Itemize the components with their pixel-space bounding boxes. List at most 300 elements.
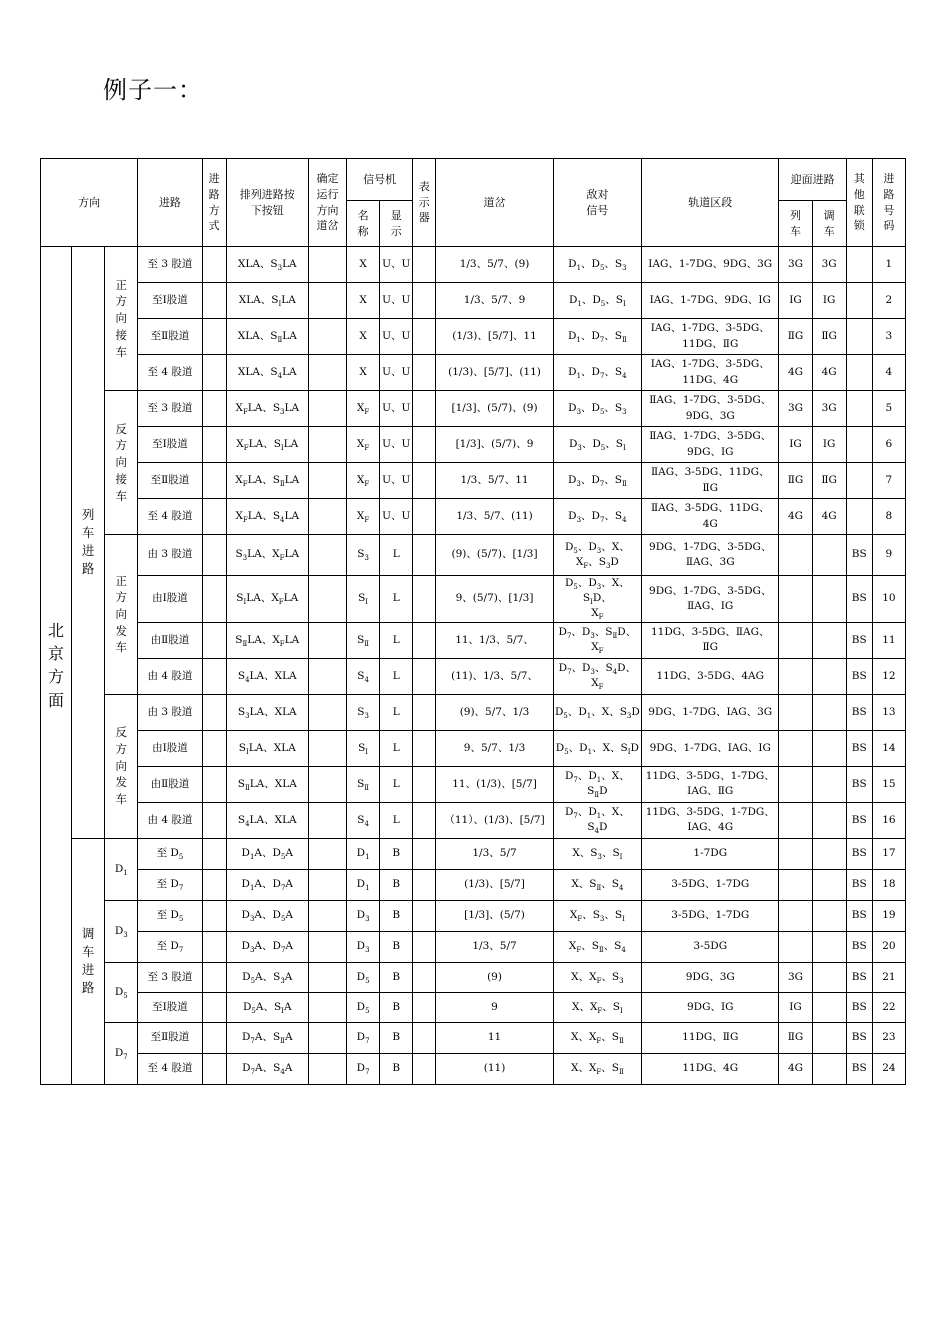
table-row xyxy=(41,427,906,463)
indicator-cell xyxy=(413,576,436,623)
table-row xyxy=(41,838,906,869)
route-cell: 至 4 股道 xyxy=(138,499,202,535)
signal-name-cell: $S_4$ xyxy=(347,658,380,694)
route-mode-cell xyxy=(202,1022,226,1053)
route-number-cell: 16 xyxy=(872,802,905,838)
indicator-cell xyxy=(413,658,436,694)
page-title: 例子一： xyxy=(103,76,203,104)
other-interlock-cell: BS xyxy=(846,730,872,766)
switches-cell: (1/3)、[5/7]、11 xyxy=(436,319,553,355)
group-reverse-depart: 反 方 向 发 车 xyxy=(105,694,138,838)
route-number-cell: 20 xyxy=(872,931,905,962)
header-route-no: 进 路 号 码 xyxy=(872,159,905,247)
route-number-cell: 4 xyxy=(872,355,905,391)
signal-display-cell: B xyxy=(380,838,413,869)
switches-cell: [1/3]、(5/7)、9 xyxy=(436,427,553,463)
track-sections-cell: IAG、1-7DG、3-5DG、 11DG、ⅡG xyxy=(642,319,779,355)
track-sections-cell: 11DG、3-5DG、1-7DG、 IAG、ⅡG xyxy=(642,766,779,802)
signal-name-cell: X xyxy=(347,247,380,283)
facing-train-cell xyxy=(779,576,812,623)
signal-name-cell: $S_Ⅱ$ xyxy=(347,622,380,658)
track-sections-cell: 3-5DG、1-7DG xyxy=(642,869,779,900)
table-row xyxy=(41,355,906,391)
signal-name-cell: $S_3$ xyxy=(347,535,380,576)
signal-name-cell: X xyxy=(347,319,380,355)
track-sections-cell: 11DG、4G xyxy=(642,1053,779,1084)
facing-train-cell: IG xyxy=(779,283,812,319)
route-mode-cell xyxy=(202,931,226,962)
switches-cell: 1/3、5/7、11 xyxy=(436,463,553,499)
track-sections-cell: ⅡAG、1-7DG、3-5DG、 9DG、3G xyxy=(642,391,779,427)
track-sections-cell: 1-7DG xyxy=(642,838,779,869)
facing-train-cell xyxy=(779,900,812,931)
buttons-cell: $S_3LA$、XLA xyxy=(226,694,308,730)
direction-switch-cell xyxy=(308,1022,346,1053)
route-mode-cell xyxy=(202,499,226,535)
route-number-cell: 11 xyxy=(872,622,905,658)
signal-display-cell: L xyxy=(380,766,413,802)
route-number-cell: 14 xyxy=(872,730,905,766)
route-number-cell: 19 xyxy=(872,900,905,931)
signal-display-cell: B xyxy=(380,1022,413,1053)
buttons-cell: $D_7A$、$S_4A$ xyxy=(226,1053,308,1084)
group-forward-receive: 正 方 向 接 车 xyxy=(105,247,138,391)
conflicting-signals-cell: X、$X_F$、$S_3$ xyxy=(553,962,641,992)
facing-train-cell xyxy=(779,838,812,869)
track-sections-cell: 11DG、3-5DG、1-7DG、 IAG、4G xyxy=(642,802,779,838)
facing-train-cell: 4G xyxy=(779,499,812,535)
conflicting-signals-cell: $D_7$、$D_1$、X、 $S_ⅡD$ xyxy=(553,766,641,802)
other-interlock-cell: BS xyxy=(846,869,872,900)
route-mode-cell xyxy=(202,1053,226,1084)
signal-display-cell: U、U xyxy=(380,319,413,355)
route-cell: 由 3 股道 xyxy=(138,535,202,576)
direction-switch-cell xyxy=(308,1053,346,1084)
table-row xyxy=(41,283,906,319)
direction-switch-cell xyxy=(308,391,346,427)
table-row xyxy=(41,499,906,535)
route-cell: 由Ⅰ股道 xyxy=(138,730,202,766)
signal-display-cell: B xyxy=(380,992,413,1022)
table-row xyxy=(41,1053,906,1084)
buttons-cell: $X_FLA$、$S_4LA$ xyxy=(226,499,308,535)
switches-cell: 11、(1/3)、[5/7] xyxy=(436,766,553,802)
header-facing-train: 列 车 xyxy=(779,201,812,247)
route-mode-cell xyxy=(202,802,226,838)
indicator-cell xyxy=(413,962,436,992)
facing-shunt-cell xyxy=(812,766,846,802)
buttons-cell: XLA、$S_4LA$ xyxy=(226,355,308,391)
conflicting-signals-cell: $D_5$、$D_1$、X、$S_ⅠD$ xyxy=(553,730,641,766)
switches-cell: (9)、(5/7)、[1/3] xyxy=(436,535,553,576)
switches-cell: 1/3、5/7 xyxy=(436,931,553,962)
buttons-cell: $D_5A$、$S_ⅠA$ xyxy=(226,992,308,1022)
track-sections-cell: IAG、1-7DG、9DG、3G xyxy=(642,247,779,283)
table-row xyxy=(41,694,906,730)
indicator-cell xyxy=(413,1022,436,1053)
signal-name-cell: $D_3$ xyxy=(347,931,380,962)
switches-cell: (11)、1/3、5/7、 xyxy=(436,658,553,694)
route-cell: 由 4 股道 xyxy=(138,802,202,838)
indicator-cell xyxy=(413,869,436,900)
track-sections-cell: 11DG、3-5DG、ⅡAG、 ⅡG xyxy=(642,622,779,658)
signal-display-cell: B xyxy=(380,869,413,900)
route-number-cell: 17 xyxy=(872,838,905,869)
conflicting-signals-cell: $X_F$、$S_Ⅱ$、$S_4$ xyxy=(553,931,641,962)
buttons-cell: $D_7A$、$S_ⅡA$ xyxy=(226,1022,308,1053)
signal-name-cell: $S_Ⅰ$ xyxy=(347,576,380,623)
header-indicator: 表 示 器 xyxy=(413,159,436,247)
facing-train-cell: 3G xyxy=(779,247,812,283)
group-beijing: 北 京 方 面 xyxy=(41,247,72,1085)
buttons-cell: $D_3A$、$D_7A$ xyxy=(226,931,308,962)
facing-train-cell: ⅡG xyxy=(779,319,812,355)
route-number-cell: 22 xyxy=(872,992,905,1022)
other-interlock-cell xyxy=(846,247,872,283)
route-number-cell: 2 xyxy=(872,283,905,319)
direction-switch-cell xyxy=(308,427,346,463)
route-mode-cell xyxy=(202,535,226,576)
route-number-cell: 21 xyxy=(872,962,905,992)
header-facing-shunt: 调 车 xyxy=(812,201,846,247)
route-mode-cell xyxy=(202,869,226,900)
conflicting-signals-cell: $D_1$、$D_5$、$S_3$ xyxy=(553,247,641,283)
signal-display-cell: U、U xyxy=(380,355,413,391)
other-interlock-cell xyxy=(846,355,872,391)
signal-name-cell: $D_7$ xyxy=(347,1053,380,1084)
other-interlock-cell: BS xyxy=(846,962,872,992)
signal-name-cell: $D_3$ xyxy=(347,900,380,931)
route-mode-cell xyxy=(202,247,226,283)
group-forward-depart: 正 方 向 发 车 xyxy=(105,535,138,695)
switches-cell: 1/3、5/7 xyxy=(436,838,553,869)
indicator-cell xyxy=(413,900,436,931)
facing-train-cell xyxy=(779,869,812,900)
signal-name-cell: X xyxy=(347,283,380,319)
facing-shunt-cell xyxy=(812,869,846,900)
other-interlock-cell: BS xyxy=(846,931,872,962)
other-interlock-cell: BS xyxy=(846,576,872,623)
indicator-cell xyxy=(413,766,436,802)
route-number-cell: 10 xyxy=(872,576,905,623)
signal-display-cell: U、U xyxy=(380,283,413,319)
table-row xyxy=(41,766,906,802)
header-conflicting: 敌对 信号 xyxy=(553,159,641,247)
signal-display-cell: U、U xyxy=(380,463,413,499)
facing-train-cell: IG xyxy=(779,427,812,463)
switches-cell: 1/3、5/7、9 xyxy=(436,283,553,319)
switches-cell: 11、1/3、5/7、 xyxy=(436,622,553,658)
route-cell: 至 $D_7$ xyxy=(138,931,202,962)
route-number-cell: 24 xyxy=(872,1053,905,1084)
table-row xyxy=(41,992,906,1022)
signal-display-cell: U、U xyxy=(380,427,413,463)
signal-display-cell: U、U xyxy=(380,247,413,283)
buttons-cell: XLA、$S_ⅠLA$ xyxy=(226,283,308,319)
route-mode-cell xyxy=(202,766,226,802)
signal-display-cell: B xyxy=(380,1053,413,1084)
signal-display-cell: U、U xyxy=(380,391,413,427)
facing-shunt-cell xyxy=(812,838,846,869)
route-mode-cell xyxy=(202,900,226,931)
table-row xyxy=(41,730,906,766)
conflicting-signals-cell: X、$X_F$、$S_Ⅱ$ xyxy=(553,1053,641,1084)
route-cell: 至 $D_7$ xyxy=(138,869,202,900)
other-interlock-cell: BS xyxy=(846,838,872,869)
facing-shunt-cell xyxy=(812,1022,846,1053)
route-cell: 至 $D_5$ xyxy=(138,900,202,931)
buttons-cell: $X_FLA$、$S_ⅠLA$ xyxy=(226,427,308,463)
direction-switch-cell xyxy=(308,900,346,931)
direction-switch-cell xyxy=(308,869,346,900)
signal-name-cell: $S_Ⅰ$ xyxy=(347,730,380,766)
indicator-cell xyxy=(413,802,436,838)
route-number-cell: 8 xyxy=(872,499,905,535)
facing-shunt-cell xyxy=(812,900,846,931)
other-interlock-cell xyxy=(846,283,872,319)
route-number-cell: 7 xyxy=(872,463,905,499)
track-sections-cell: 11DG、ⅡG xyxy=(642,1022,779,1053)
route-number-cell: 12 xyxy=(872,658,905,694)
buttons-cell: $S_4LA$、XLA xyxy=(226,658,308,694)
buttons-cell: $S_ⅠLA$、$X_FLA$ xyxy=(226,576,308,623)
facing-shunt-cell: 3G xyxy=(812,391,846,427)
table-row xyxy=(41,391,906,427)
route-number-cell: 1 xyxy=(872,247,905,283)
facing-train-cell xyxy=(779,730,812,766)
switches-cell: 1/3、5/7、(11) xyxy=(436,499,553,535)
route-number-cell: 3 xyxy=(872,319,905,355)
direction-switch-cell xyxy=(308,319,346,355)
table-row xyxy=(41,802,906,838)
header-track: 轨道区段 xyxy=(642,159,779,247)
direction-switch-cell xyxy=(308,283,346,319)
other-interlock-cell: BS xyxy=(846,535,872,576)
facing-train-cell xyxy=(779,802,812,838)
header-direction: 方向 xyxy=(41,159,138,247)
route-number-cell: 6 xyxy=(872,427,905,463)
facing-shunt-cell: IG xyxy=(812,283,846,319)
table-row xyxy=(41,622,906,658)
track-sections-cell: 9DG、1-7DG、3-5DG、 ⅡAG、IG xyxy=(642,576,779,623)
facing-train-cell xyxy=(779,931,812,962)
shunt-signal-group: $D_3$ xyxy=(105,900,138,962)
header-direction-switch: 确定 运行 方向 道岔 xyxy=(308,159,346,247)
facing-shunt-cell: 4G xyxy=(812,499,846,535)
conflicting-signals-cell: $D_5$、$D_1$、X、$S_3D$ xyxy=(553,694,641,730)
signal-display-cell: B xyxy=(380,900,413,931)
signal-name-cell: $X_F$ xyxy=(347,463,380,499)
other-interlock-cell: BS xyxy=(846,992,872,1022)
track-sections-cell: IAG、1-7DG、3-5DG、 11DG、4G xyxy=(642,355,779,391)
route-number-cell: 18 xyxy=(872,869,905,900)
facing-train-cell xyxy=(779,622,812,658)
track-sections-cell: 9DG、1-7DG、IAG、IG xyxy=(642,730,779,766)
header-route: 进路 xyxy=(138,159,202,247)
other-interlock-cell: BS xyxy=(846,1022,872,1053)
indicator-cell xyxy=(413,463,436,499)
route-cell: 至Ⅰ股道 xyxy=(138,992,202,1022)
route-mode-cell xyxy=(202,694,226,730)
indicator-cell xyxy=(413,247,436,283)
route-number-cell: 15 xyxy=(872,766,905,802)
route-mode-cell xyxy=(202,319,226,355)
conflicting-signals-cell: $D_3$、$D_5$、$S_Ⅰ$ xyxy=(553,427,641,463)
facing-shunt-cell xyxy=(812,730,846,766)
header-buttons: 排列进路按 下按钮 xyxy=(226,159,308,247)
facing-train-cell xyxy=(779,535,812,576)
signal-name-cell: X xyxy=(347,355,380,391)
other-interlock-cell: BS xyxy=(846,766,872,802)
switches-cell: (9)、5/7、1/3 xyxy=(436,694,553,730)
conflicting-signals-cell: X、$X_F$、$S_Ⅱ$ xyxy=(553,1022,641,1053)
other-interlock-cell: BS xyxy=(846,658,872,694)
buttons-cell: $S_4LA$、XLA xyxy=(226,802,308,838)
switches-cell: （11）、(1/3)、[5/7] xyxy=(436,802,553,838)
facing-train-cell: 4G xyxy=(779,355,812,391)
route-mode-cell xyxy=(202,283,226,319)
track-sections-cell: 11DG、3-5DG、4AG xyxy=(642,658,779,694)
conflicting-signals-cell: $D_3$、$D_7$、$S_Ⅱ$ xyxy=(553,463,641,499)
signal-display-cell: L xyxy=(380,622,413,658)
indicator-cell xyxy=(413,499,436,535)
indicator-cell xyxy=(413,838,436,869)
direction-switch-cell xyxy=(308,730,346,766)
facing-shunt-cell: 4G xyxy=(812,355,846,391)
signal-name-cell: $S_Ⅱ$ xyxy=(347,766,380,802)
switches-cell: 9、(5/7)、[1/3] xyxy=(436,576,553,623)
switches-cell: [1/3]、(5/7) xyxy=(436,900,553,931)
buttons-cell: $X_FLA$、$S_ⅡLA$ xyxy=(226,463,308,499)
route-cell: 由Ⅱ股道 xyxy=(138,622,202,658)
conflicting-signals-cell: $D_7$、$D_3$、$S_4D$、 $X_F$ xyxy=(553,658,641,694)
track-sections-cell: IAG、1-7DG、9DG、IG xyxy=(642,283,779,319)
facing-train-cell xyxy=(779,694,812,730)
track-sections-cell: ⅡAG、3-5DG、11DG、 ⅡG xyxy=(642,463,779,499)
facing-shunt-cell xyxy=(812,622,846,658)
direction-switch-cell xyxy=(308,355,346,391)
direction-switch-cell xyxy=(308,931,346,962)
route-cell: 至 3 股道 xyxy=(138,391,202,427)
other-interlock-cell: BS xyxy=(846,694,872,730)
route-mode-cell xyxy=(202,576,226,623)
switches-cell: 9 xyxy=(436,992,553,1022)
route-cell: 至 4 股道 xyxy=(138,1053,202,1084)
facing-train-cell: ⅡG xyxy=(779,463,812,499)
route-cell: 由Ⅰ股道 xyxy=(138,576,202,623)
route-cell: 由 3 股道 xyxy=(138,694,202,730)
buttons-cell: $S_ⅡLA$、XLA xyxy=(226,766,308,802)
conflicting-signals-cell: $D_3$、$D_5$、$S_3$ xyxy=(553,391,641,427)
route-mode-cell xyxy=(202,427,226,463)
signal-display-cell: B xyxy=(380,931,413,962)
track-sections-cell: 9DG、IG xyxy=(642,992,779,1022)
signal-name-cell: $X_F$ xyxy=(347,499,380,535)
direction-switch-cell xyxy=(308,463,346,499)
header-signal-name: 名 称 xyxy=(347,201,380,247)
facing-shunt-cell xyxy=(812,962,846,992)
signal-name-cell: $D_1$ xyxy=(347,838,380,869)
facing-shunt-cell xyxy=(812,576,846,623)
route-cell: 至 4 股道 xyxy=(138,355,202,391)
signal-name-cell: $S_4$ xyxy=(347,802,380,838)
indicator-cell xyxy=(413,931,436,962)
route-cell: 至 3 股道 xyxy=(138,247,202,283)
other-interlock-cell xyxy=(846,427,872,463)
signal-name-cell: $S_3$ xyxy=(347,694,380,730)
table-row xyxy=(41,869,906,900)
header-other-interlock: 其 他 联 锁 xyxy=(846,159,872,247)
switches-cell: 1/3、5/7、(9) xyxy=(436,247,553,283)
track-sections-cell: 9DG、1-7DG、3-5DG、 ⅡAG、3G xyxy=(642,535,779,576)
header-route-mode: 进 路 方 式 xyxy=(202,159,226,247)
facing-shunt-cell: 3G xyxy=(812,247,846,283)
route-mode-cell xyxy=(202,463,226,499)
buttons-cell: $D_5A$、$S_3A$ xyxy=(226,962,308,992)
route-cell: 至 $D_5$ xyxy=(138,838,202,869)
signal-name-cell: $D_1$ xyxy=(347,869,380,900)
conflicting-signals-cell: $D_3$、$D_7$、$S_4$ xyxy=(553,499,641,535)
header-facing: 迎面进路 xyxy=(779,159,846,201)
signal-name-cell: $D_5$ xyxy=(347,962,380,992)
route-mode-cell xyxy=(202,992,226,1022)
conflicting-signals-cell: $D_5$、$D_3$、X、 $X_F$、$S_3D$ xyxy=(553,535,641,576)
track-sections-cell: 3-5DG xyxy=(642,931,779,962)
signal-display-cell: L xyxy=(380,658,413,694)
direction-switch-cell xyxy=(308,766,346,802)
other-interlock-cell: BS xyxy=(846,900,872,931)
facing-shunt-cell xyxy=(812,694,846,730)
switches-cell: (1/3)、[5/7] xyxy=(436,869,553,900)
signal-display-cell: B xyxy=(380,962,413,992)
route-cell: 至 3 股道 xyxy=(138,962,202,992)
direction-switch-cell xyxy=(308,535,346,576)
other-interlock-cell xyxy=(846,499,872,535)
table-row xyxy=(41,962,906,992)
indicator-cell xyxy=(413,992,436,1022)
facing-shunt-cell xyxy=(812,658,846,694)
facing-train-cell: IG xyxy=(779,992,812,1022)
facing-shunt-cell xyxy=(812,992,846,1022)
indicator-cell xyxy=(413,622,436,658)
direction-switch-cell xyxy=(308,962,346,992)
conflicting-signals-cell: X、$S_3$、$S_Ⅰ$ xyxy=(553,838,641,869)
direction-switch-cell xyxy=(308,802,346,838)
header-row xyxy=(41,159,906,201)
buttons-cell: $S_3LA$、$X_FLA$ xyxy=(226,535,308,576)
switches-cell: (1/3)、[5/7]、(11) xyxy=(436,355,553,391)
buttons-cell: $D_1A$、$D_5A$ xyxy=(226,838,308,869)
signal-display-cell: L xyxy=(380,694,413,730)
header-switches: 道岔 xyxy=(436,159,553,247)
signal-name-cell: $X_F$ xyxy=(347,391,380,427)
facing-shunt-cell: ⅡG xyxy=(812,463,846,499)
table-row xyxy=(41,247,906,283)
header-signal: 信号机 xyxy=(347,159,413,201)
indicator-cell xyxy=(413,391,436,427)
buttons-cell: $X_FLA$、$S_3LA$ xyxy=(226,391,308,427)
indicator-cell xyxy=(413,283,436,319)
conflicting-signals-cell: $D_7$、$D_1$、X、 $S_4D$ xyxy=(553,802,641,838)
table-row xyxy=(41,576,906,623)
interlocking-table xyxy=(40,158,906,1085)
table-row xyxy=(41,658,906,694)
signal-display-cell: L xyxy=(380,730,413,766)
buttons-cell: $D_3A$、$D_5A$ xyxy=(226,900,308,931)
group-train-routes: 列 车 进 路 xyxy=(72,247,105,839)
switches-cell: [1/3]、(5/7)、(9) xyxy=(436,391,553,427)
signal-display-cell: L xyxy=(380,535,413,576)
